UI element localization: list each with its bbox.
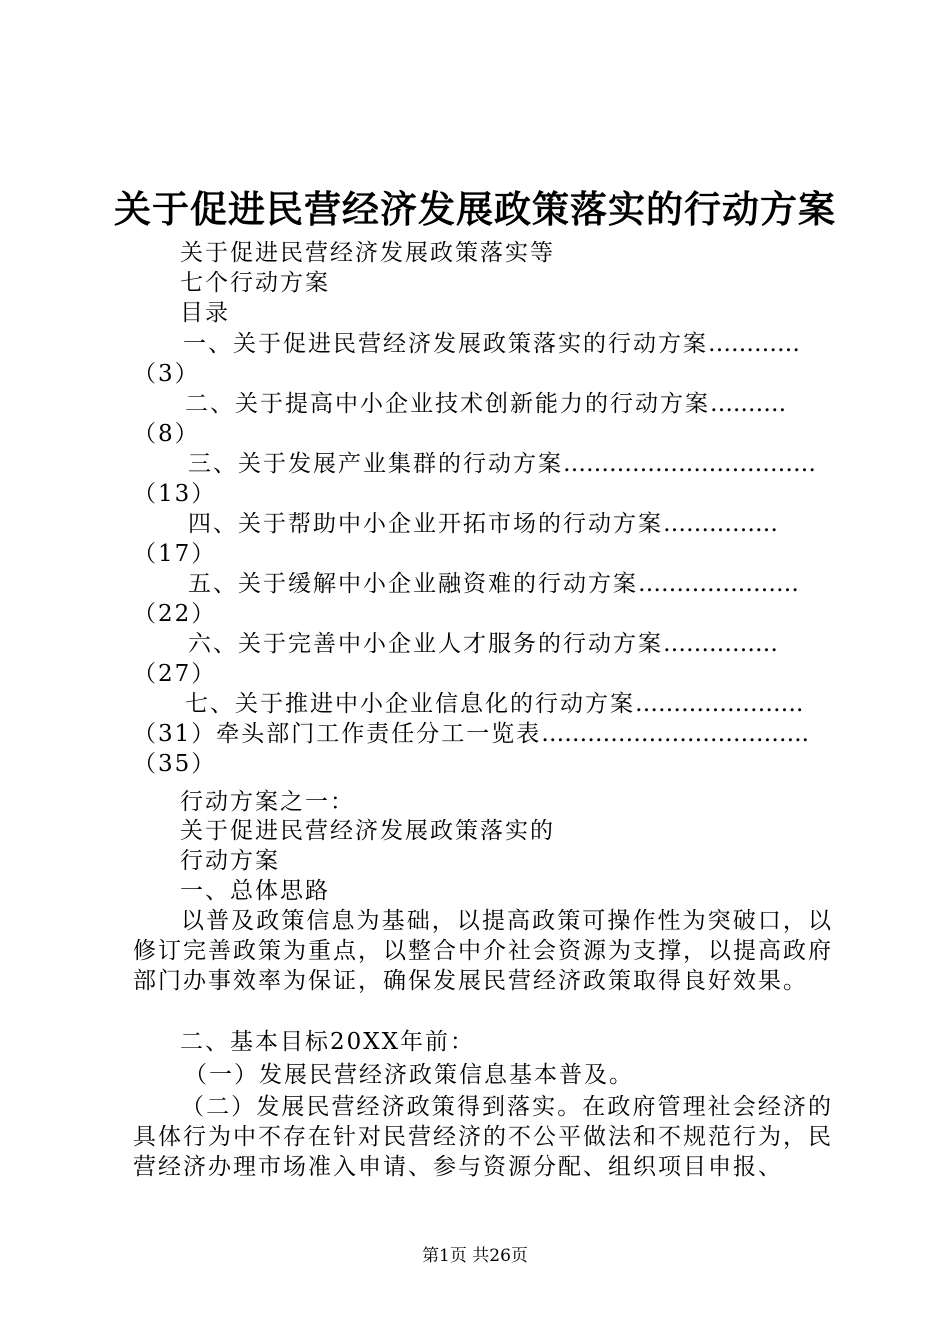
- toc-entry-label: 一、关于促进民营经济发展政策落实的行动方案: [183, 331, 708, 357]
- toc-entry-1: [133, 329, 833, 389]
- toc-page-number: （17）: [133, 541, 217, 567]
- paragraph-overall-approach: 以普及政策信息为基础，以提高政策可操作性为突破口，以修订完善政策为重点，以整合中介社会资源为支撑，以提高政府部门办事效率为保证，确保发展民营经济政策取得良好效果。: [133, 908, 833, 994]
- toc-leader: …………………: [638, 571, 799, 597]
- toc-page-number: （8）: [133, 421, 200, 447]
- toc-entry-5: [133, 569, 833, 629]
- toc-entry-label: 二、关于提高中小企业技术创新能力的行动方案: [185, 391, 710, 417]
- toc-page-number: （27）: [133, 661, 217, 687]
- toc-page-number: （13）: [133, 481, 217, 507]
- toc-entry-label: 四、关于帮助中小企业开拓市场的行动方案: [188, 511, 663, 537]
- toc-leader: ….……: [710, 391, 787, 417]
- intro-line-1: 关于促进民营经济发展政策落实等: [180, 240, 555, 266]
- toc-page-number: （35）: [133, 751, 217, 777]
- intro-line-2: 七个行动方案: [180, 270, 330, 296]
- toc-entry-6: [133, 629, 833, 689]
- toc-entry-2: [133, 389, 833, 449]
- toc-entry-label: 六、关于完善中小企业人才服务的行动方案: [188, 631, 663, 657]
- toc-entry-3: [133, 449, 833, 509]
- document-title: 关于促进民营经济发展政策落实的行动方案: [114, 187, 836, 231]
- toc-leader: ……………: [663, 631, 778, 657]
- heading-basic-goals: 二、基本目标20XX年前：: [180, 1029, 476, 1055]
- toc-page-number: （22）: [133, 601, 217, 627]
- toc-entry-label: （31）牵头部门工作责任分工一览表: [133, 721, 542, 747]
- section-name-line-2: 行动方案: [180, 848, 280, 874]
- goal-item-1: （一）发展民营经济政策信息基本普及。: [184, 1062, 634, 1088]
- toc-entry-8: [133, 719, 833, 779]
- toc-entry-label: 七、关于推进中小企业信息化的行动方案: [185, 691, 635, 717]
- toc-leader: ……………………………: [563, 451, 816, 477]
- toc-entry-label: 五、关于缓解中小企业融资难的行动方案: [188, 571, 638, 597]
- page-footer: 第1页 共26页: [422, 1246, 528, 1266]
- heading-overall-approach: 一、总体思路: [180, 878, 330, 904]
- section-label: 行动方案之一：: [180, 789, 355, 815]
- toc-entry-7: [133, 689, 833, 719]
- toc-page-number: （3）: [133, 361, 200, 387]
- toc-heading: 目录: [180, 300, 230, 326]
- toc-leader: …………: [708, 331, 800, 357]
- toc-leader: ……………………………..: [541, 721, 809, 747]
- toc-leader: ……………: [663, 511, 778, 537]
- toc-leader: ………………….: [635, 691, 804, 717]
- section-name-line-1: 关于促进民营经济发展政策落实的: [180, 818, 555, 844]
- toc-entry-label: 三、关于发展产业集群的行动方案: [188, 451, 563, 477]
- goal-item-2: （二）发展民营经济政策得到落实。在政府管理社会经济的具体行为中不存在针对民营经济的不公平做法和不规范行为，民营经济办理市场准入申请、参与资源分配、组织项目申报、: [133, 1094, 833, 1180]
- toc-entry-4: [133, 509, 833, 569]
